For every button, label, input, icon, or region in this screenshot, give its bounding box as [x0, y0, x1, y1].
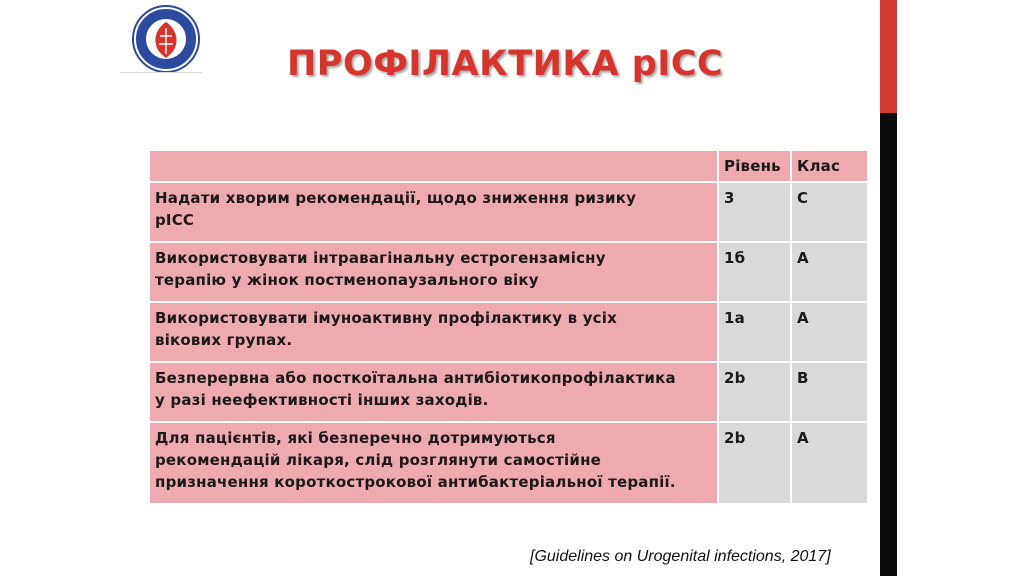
text-line: Використовувати інтравагінальну естрогензамісну [155, 249, 606, 267]
text-line: рекомендацій лікаря, слід розглянути самостійне [155, 451, 602, 469]
table-row [150, 183, 867, 241]
source-citation: [Guidelines on Urogenital infections, 2017] [530, 548, 831, 565]
table-row [150, 363, 867, 421]
recommendation-class: B [792, 363, 867, 421]
recommendation-text [150, 363, 717, 421]
table-row [150, 243, 867, 301]
recommendation-class: A [792, 303, 867, 361]
table-row [150, 303, 867, 361]
text-line: призначення короткострокової антибактеріальної терапії. [155, 473, 676, 491]
table-header-row [150, 151, 867, 181]
recommendation-text [150, 243, 717, 301]
recommendations-table [148, 149, 869, 505]
slide-title: ПРОФІЛАКТИКА рІСС [287, 44, 724, 84]
recommendation-class: A [792, 423, 867, 503]
recommendation-text [150, 183, 717, 241]
evidence-level: 2b [719, 363, 790, 421]
evidence-level: 3 [719, 183, 790, 241]
recommendation-text [150, 423, 717, 503]
logo-underline [120, 72, 202, 73]
text-line: Надати хворим рекомендації, щодо зниження ризику [155, 189, 637, 207]
evidence-level: 1б [719, 243, 790, 301]
text-line: у разі неефективності інших заходів. [155, 391, 489, 409]
header-cell-description [150, 151, 717, 181]
text-line: рІСС [155, 211, 195, 229]
table-row [150, 423, 867, 503]
recommendation-class: C [792, 183, 867, 241]
header-cell-level: Рівень [719, 151, 790, 181]
recommendation-text [150, 303, 717, 361]
header-cell-class: Клас [792, 151, 867, 181]
evidence-level: 2b [719, 423, 790, 503]
text-line: Для пацієнтів, які безперечно дотримуються [155, 429, 556, 447]
text-line: Безперервна або посткоїтальна антибіотикопрофілактика [155, 369, 676, 387]
side-bar-red [880, 0, 897, 113]
institute-emblem-icon [131, 4, 201, 74]
recommendation-class: A [792, 243, 867, 301]
text-line: терапію у жінок постменопаузального віку [155, 271, 539, 289]
text-line: вікових групах. [155, 331, 293, 349]
text-line: Використовувати імуноактивну профілактику в усіх [155, 309, 617, 327]
evidence-level: 1a [719, 303, 790, 361]
